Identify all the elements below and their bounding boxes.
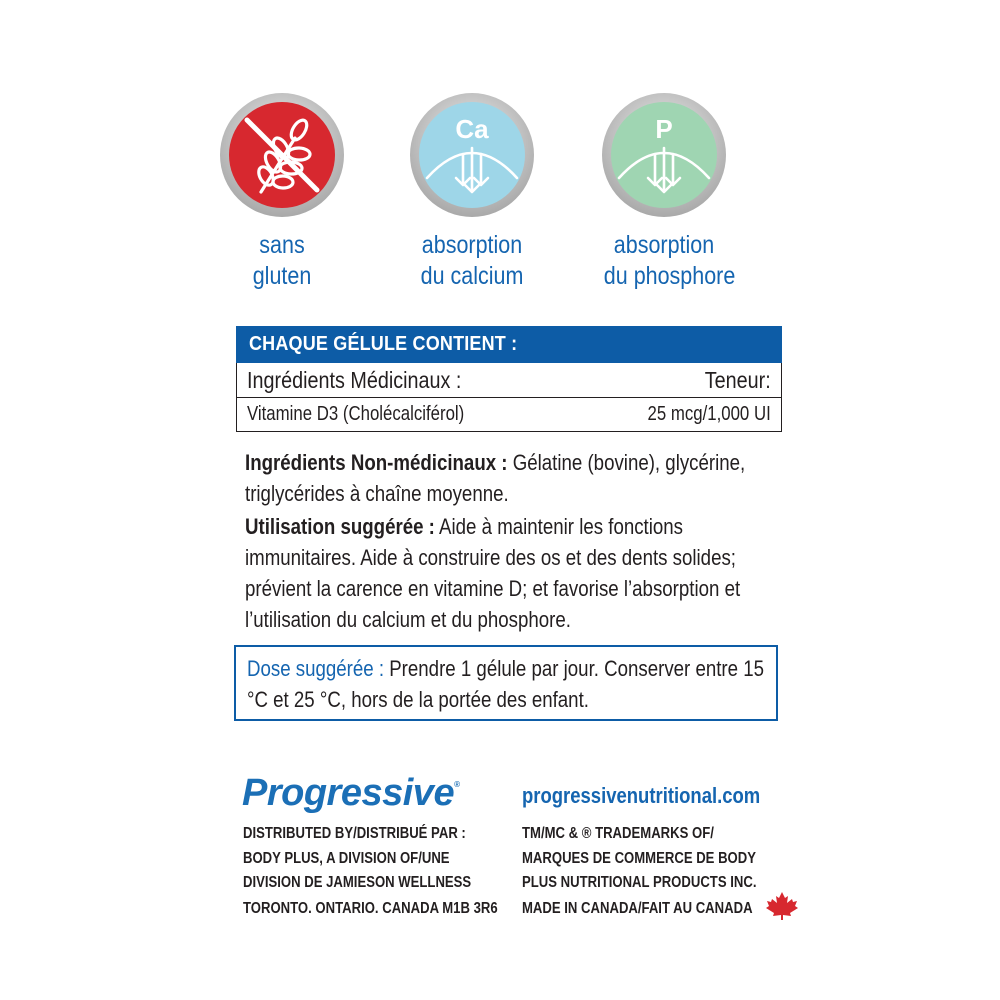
svg-text:P: P xyxy=(655,114,673,144)
dose-text: Prendre 1 gélule par jour. Conserver entre 15 °C et 25 °C, hors de la portée des enfant. xyxy=(247,656,764,712)
amount-label: Teneur: xyxy=(705,366,771,393)
distributor-info: DISTRIBUTED BY/DISTRIBUÉ PAR : BODY PLUS, A DIVISION OF/UNE DIVISION DE JAMIESON WELLNESS xyxy=(243,825,472,891)
address: TORONTO. ONTARIO. CANADA M1B 3R6 xyxy=(243,900,498,917)
badge-label: absorption du calcium xyxy=(420,231,524,290)
no-wheat-icon xyxy=(217,90,347,220)
label-body xyxy=(245,447,746,635)
made-in-canada: MADE IN CANADA/FAIT AU CANADA xyxy=(522,900,753,917)
usage-paragraph: Utilisation suggérée : Aide à maintenir les fonctions immunitaires. Aide à construire des os et des dents solides; prévient la carence en vitamine D; et favorise l’absorption et l’utilisation du calcium et du phosphore. xyxy=(245,514,741,632)
badge-label: sans gluten xyxy=(252,231,312,290)
calcium-absorption-icon xyxy=(407,90,537,220)
badge-label: absorption du phosphore xyxy=(603,231,736,290)
nonmedicinal-paragraph: Ingrédients Non-médicinaux : Gélatine (bovine), glycérine, triglycérides à chaîne moyenne. xyxy=(245,450,746,506)
ingredient-name: Vitamine D3 (Cholécalciférol) xyxy=(247,403,465,425)
ingredient-amount: 25 mcg/1,000 UI xyxy=(647,403,771,425)
panel-header: CHAQUE GÉLULE CONTIENT : xyxy=(236,326,782,363)
svg-text:Ca: Ca xyxy=(455,114,489,144)
ingredient-panel xyxy=(236,326,782,432)
benefit-badges xyxy=(236,90,796,290)
trademark-info: TM/MC & ® TRADEMARKS OF/ MARQUES DE COMMERCE DE BODY PLUS NUTRITIONAL PRODUCTS INC. xyxy=(522,825,757,891)
website-link[interactable]: progressivenutritional.com xyxy=(522,783,761,808)
medicinal-label: Ingrédients Médicinaux : xyxy=(247,366,462,393)
dose-box xyxy=(234,645,778,721)
ingredient-row xyxy=(236,398,782,432)
badge-phosphorus xyxy=(594,90,734,292)
badge-calcium xyxy=(402,90,542,292)
dose-label: Dose suggérée : xyxy=(247,656,385,681)
brand-logo: Progressive® xyxy=(242,772,460,814)
medicinal-header-row xyxy=(236,363,782,398)
phosphorus-absorption-icon xyxy=(599,90,729,220)
maple-leaf-icon xyxy=(766,892,798,920)
badge-gluten-free xyxy=(212,90,352,292)
